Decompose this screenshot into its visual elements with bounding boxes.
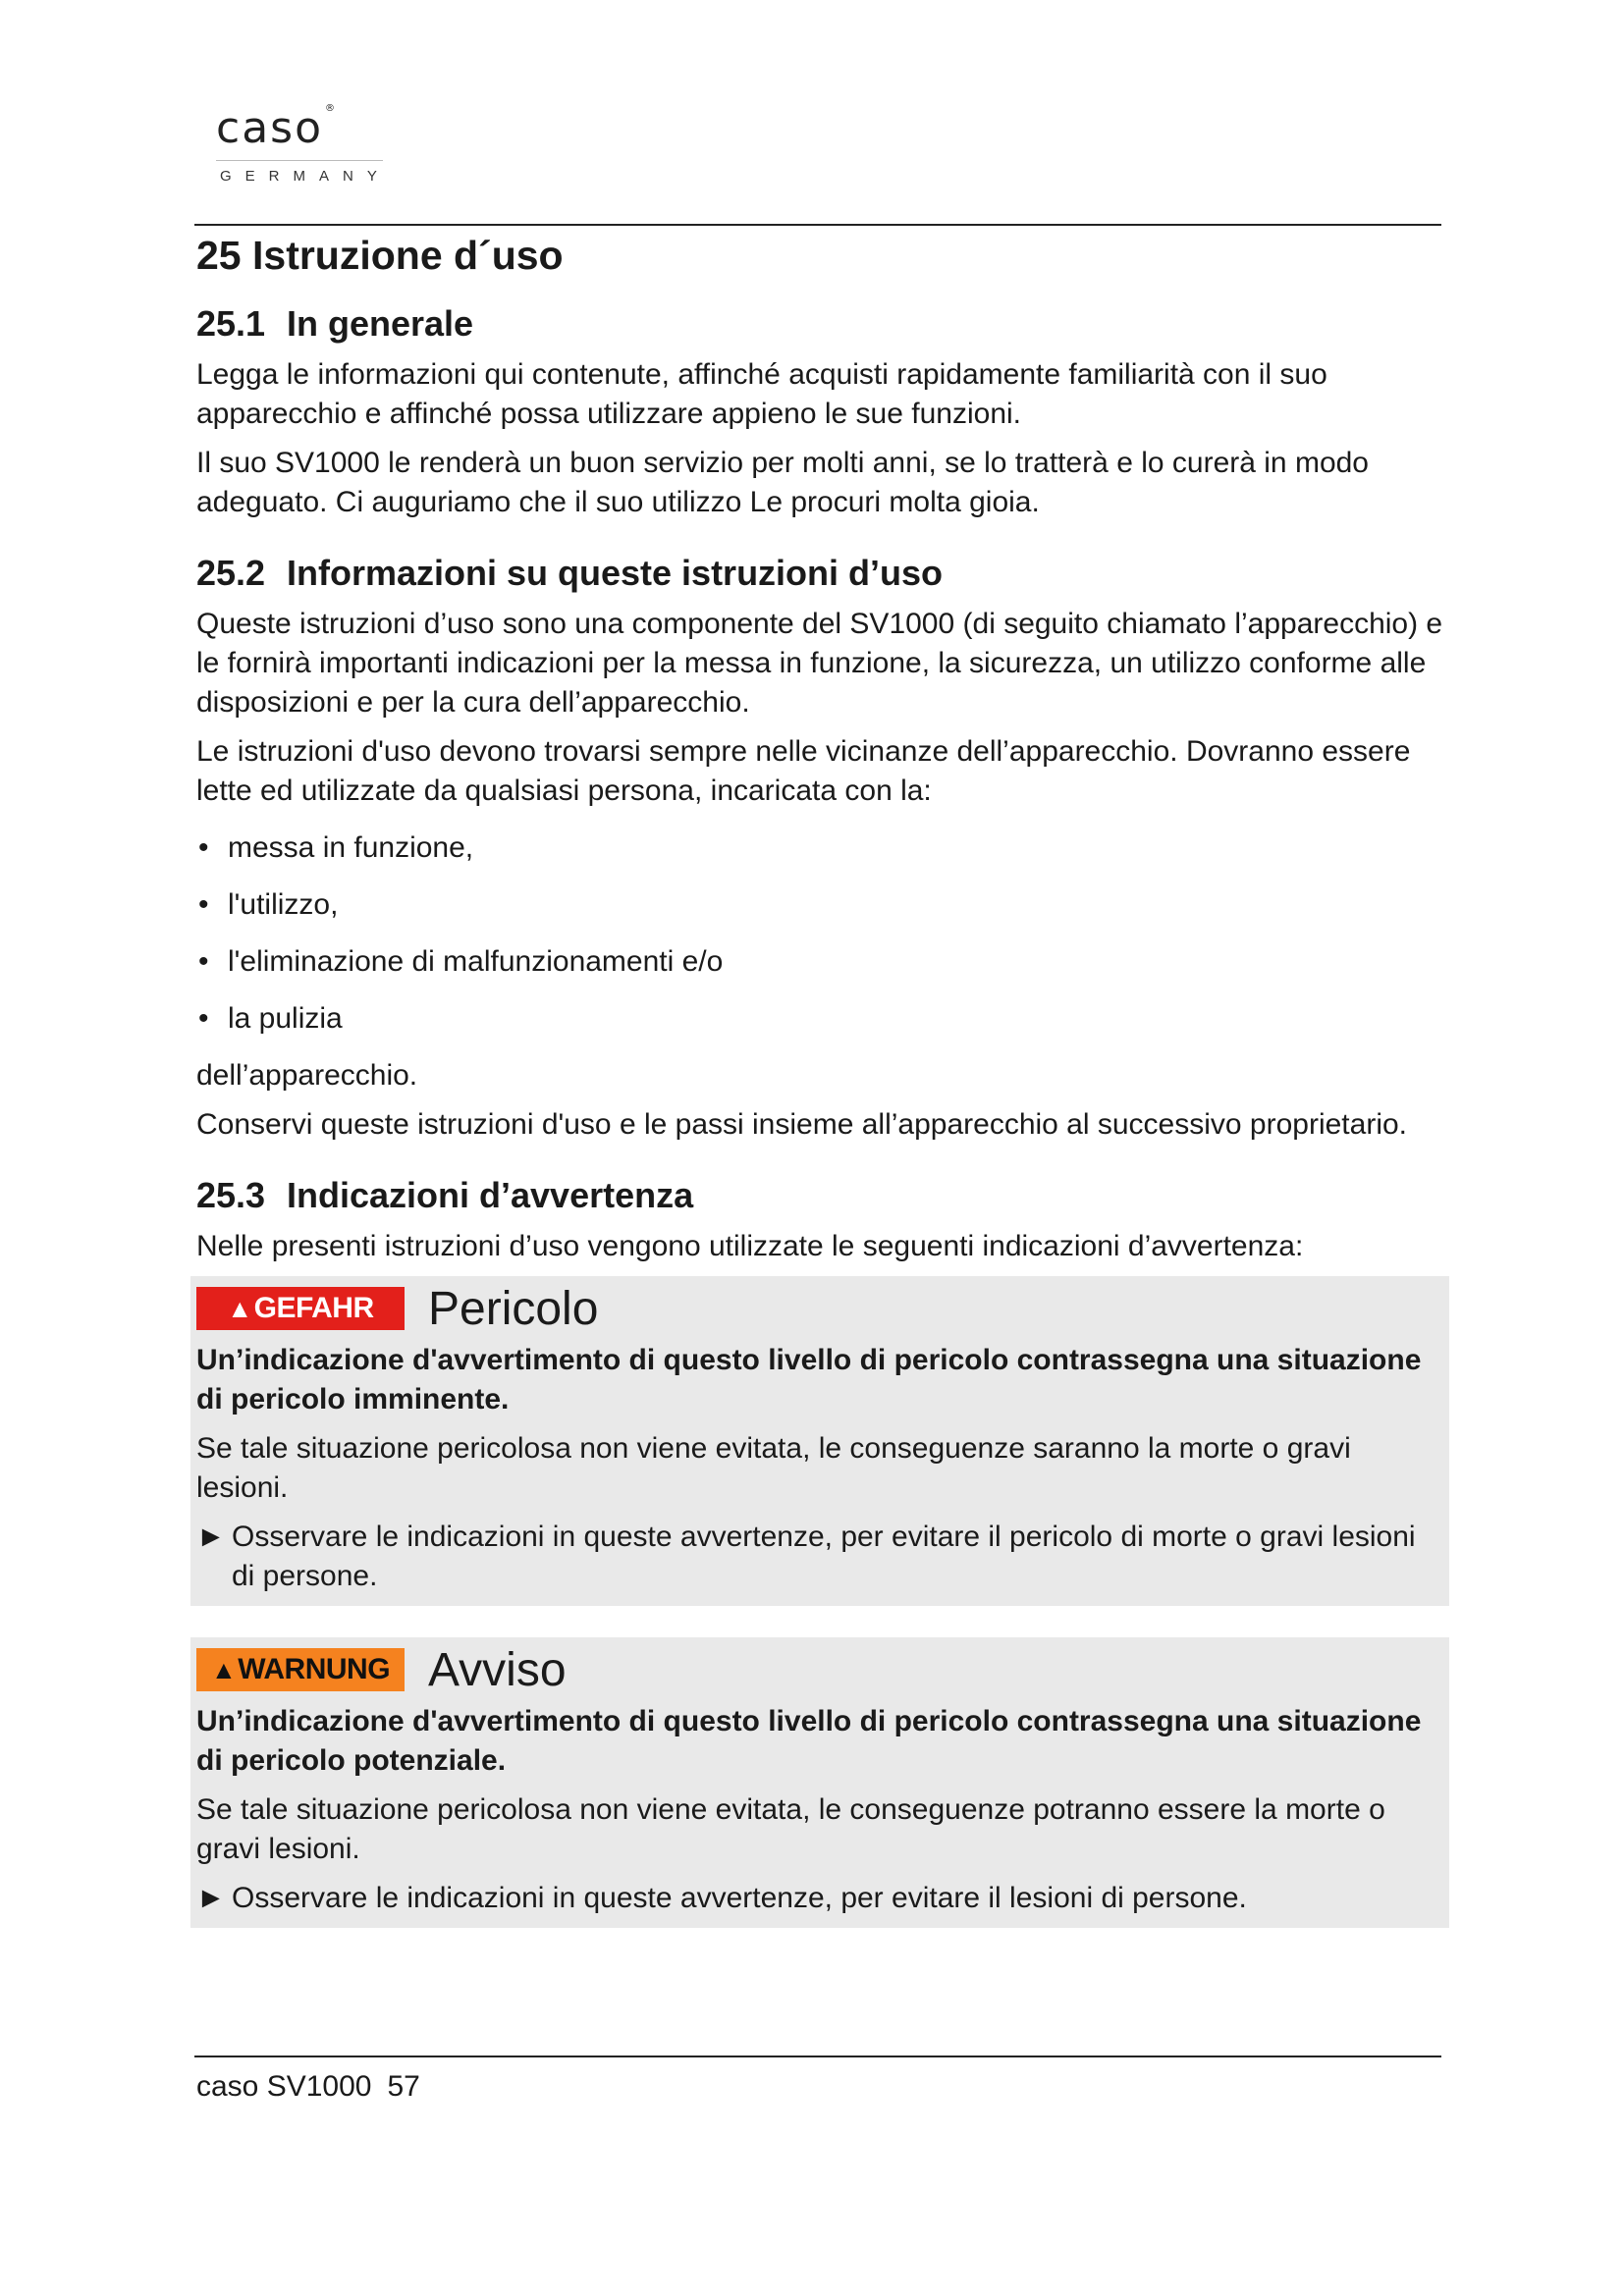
warning-box — [190, 1637, 1449, 1928]
action-text: Osservare le indicazioni in queste avvertenze, per evitare il lesioni di persone. — [232, 1882, 1247, 1914]
page-number: 57 — [387, 2070, 420, 2103]
section-informazioni — [196, 552, 1443, 1145]
danger-action — [196, 1518, 1443, 1596]
paragraph: dell’apparecchio. — [196, 1059, 418, 1092]
logo-subtitle: GERMANY — [220, 168, 391, 185]
section-title: Informazioni su queste istruzioni d’uso — [287, 553, 944, 593]
warning-signal-label — [196, 1648, 405, 1691]
paragraph: Legga le informazioni qui contenute, affinché acquisti rapidamente familiarità con il suo apparecchio e affinché possa utilizzare appieno le sue funzioni. — [196, 358, 1327, 430]
logo-word: caso — [216, 103, 323, 153]
section-in-generale — [196, 302, 1443, 522]
paragraph: Le istruzioni d'uso devono trovarsi sempre nelle vicinanze dell’apparecchio. Dovranno essere lette ed utilizzate da qualsiasi persona, incaricata con la: — [196, 735, 1411, 807]
list-item: • messa in funzione, — [196, 828, 1443, 868]
section-heading — [196, 1174, 1443, 1217]
danger-header — [196, 1282, 1443, 1335]
footer-label: caso SV1000 — [196, 2070, 372, 2103]
bullet-list — [196, 828, 1443, 1039]
paragraph: Conservi queste istruzioni d'uso e le passi insieme all’apparecchio al successivo proprietario. — [196, 1108, 1408, 1141]
signal-word: GEFAHR — [253, 1292, 374, 1324]
section-number: 25.2 — [196, 553, 266, 593]
section-title: In generale — [287, 303, 474, 344]
section-title: Indicazioni d’avvertenza — [287, 1175, 694, 1215]
section-heading — [196, 302, 1443, 346]
footer-divider — [194, 2056, 1441, 2057]
paragraph: Nelle presenti istruzioni d’uso vengono utilizzate le seguenti indicazioni d’avvertenza: — [196, 1230, 1304, 1262]
danger-title: Pericolo — [428, 1282, 599, 1335]
paragraph: Il suo SV1000 le renderà un buon servizio per molti anni, se lo tratterà e lo curerà in modo adeguato. Ci auguriamo che il suo utilizzo Le procuri molta gioia. — [196, 447, 1369, 518]
arrow-right-icon: ► — [196, 1521, 226, 1553]
danger-signal-label — [196, 1287, 405, 1330]
logo-registered-mark: ® — [325, 103, 337, 114]
warning-triangle-icon: ▲ — [227, 1293, 252, 1323]
warning-action — [196, 1879, 1443, 1918]
warning-header — [196, 1643, 1443, 1696]
list-item: • l'utilizzo, — [196, 885, 1443, 925]
logo-wordmark — [216, 103, 337, 153]
caso-logo — [194, 93, 401, 211]
warning-title: Avviso — [428, 1643, 567, 1696]
section-avvertenza — [196, 1174, 1443, 1928]
section-number: 25.1 — [196, 303, 266, 344]
warning-triangle-icon: ▲ — [210, 1654, 237, 1684]
warning-definition: Un’indicazione d'avvertimento di questo livello di pericolo contrassegna una situazione di pericolo potenziale. — [196, 1705, 1422, 1777]
warning-consequence: Se tale situazione pericolosa non viene evitata, le conseguenze potranno essere la morte o gravi lesioni. — [196, 1793, 1385, 1865]
list-item: • l'eliminazione di malfunzionamenti e/o — [196, 942, 1443, 982]
chapter-heading: 25 Istruzione d´uso — [196, 233, 564, 278]
danger-consequence: Se tale situazione pericolosa non viene evitata, le conseguenze saranno la morte o gravi lesioni. — [196, 1432, 1351, 1504]
page-content — [196, 232, 1443, 1959]
action-text: Osservare le indicazioni in queste avvertenze, per evitare il pericolo di morte o gravi lesioni di persone. — [232, 1521, 1416, 1592]
danger-definition: Un’indicazione d'avvertimento di questo livello di pericolo contrassegna una situazione di pericolo imminente. — [196, 1344, 1422, 1415]
section-heading — [196, 552, 1443, 595]
paragraph: Queste istruzioni d’uso sono una componente del SV1000 (di seguito chiamato l’apparecchio) e le fornirà importanti indicazioni per la messa in funzione, la sicurezza, un utilizzo conforme alle disposizioni e per la cura dell’apparecchio. — [196, 608, 1443, 719]
signal-word: WARNUNG — [238, 1653, 391, 1685]
section-number: 25.3 — [196, 1175, 266, 1215]
page-footer — [196, 2067, 420, 2107]
list-item: • la pulizia — [196, 999, 1443, 1039]
danger-box — [190, 1276, 1449, 1606]
header-divider — [194, 224, 1441, 226]
arrow-right-icon: ► — [196, 1882, 226, 1914]
logo-rule — [216, 160, 383, 161]
